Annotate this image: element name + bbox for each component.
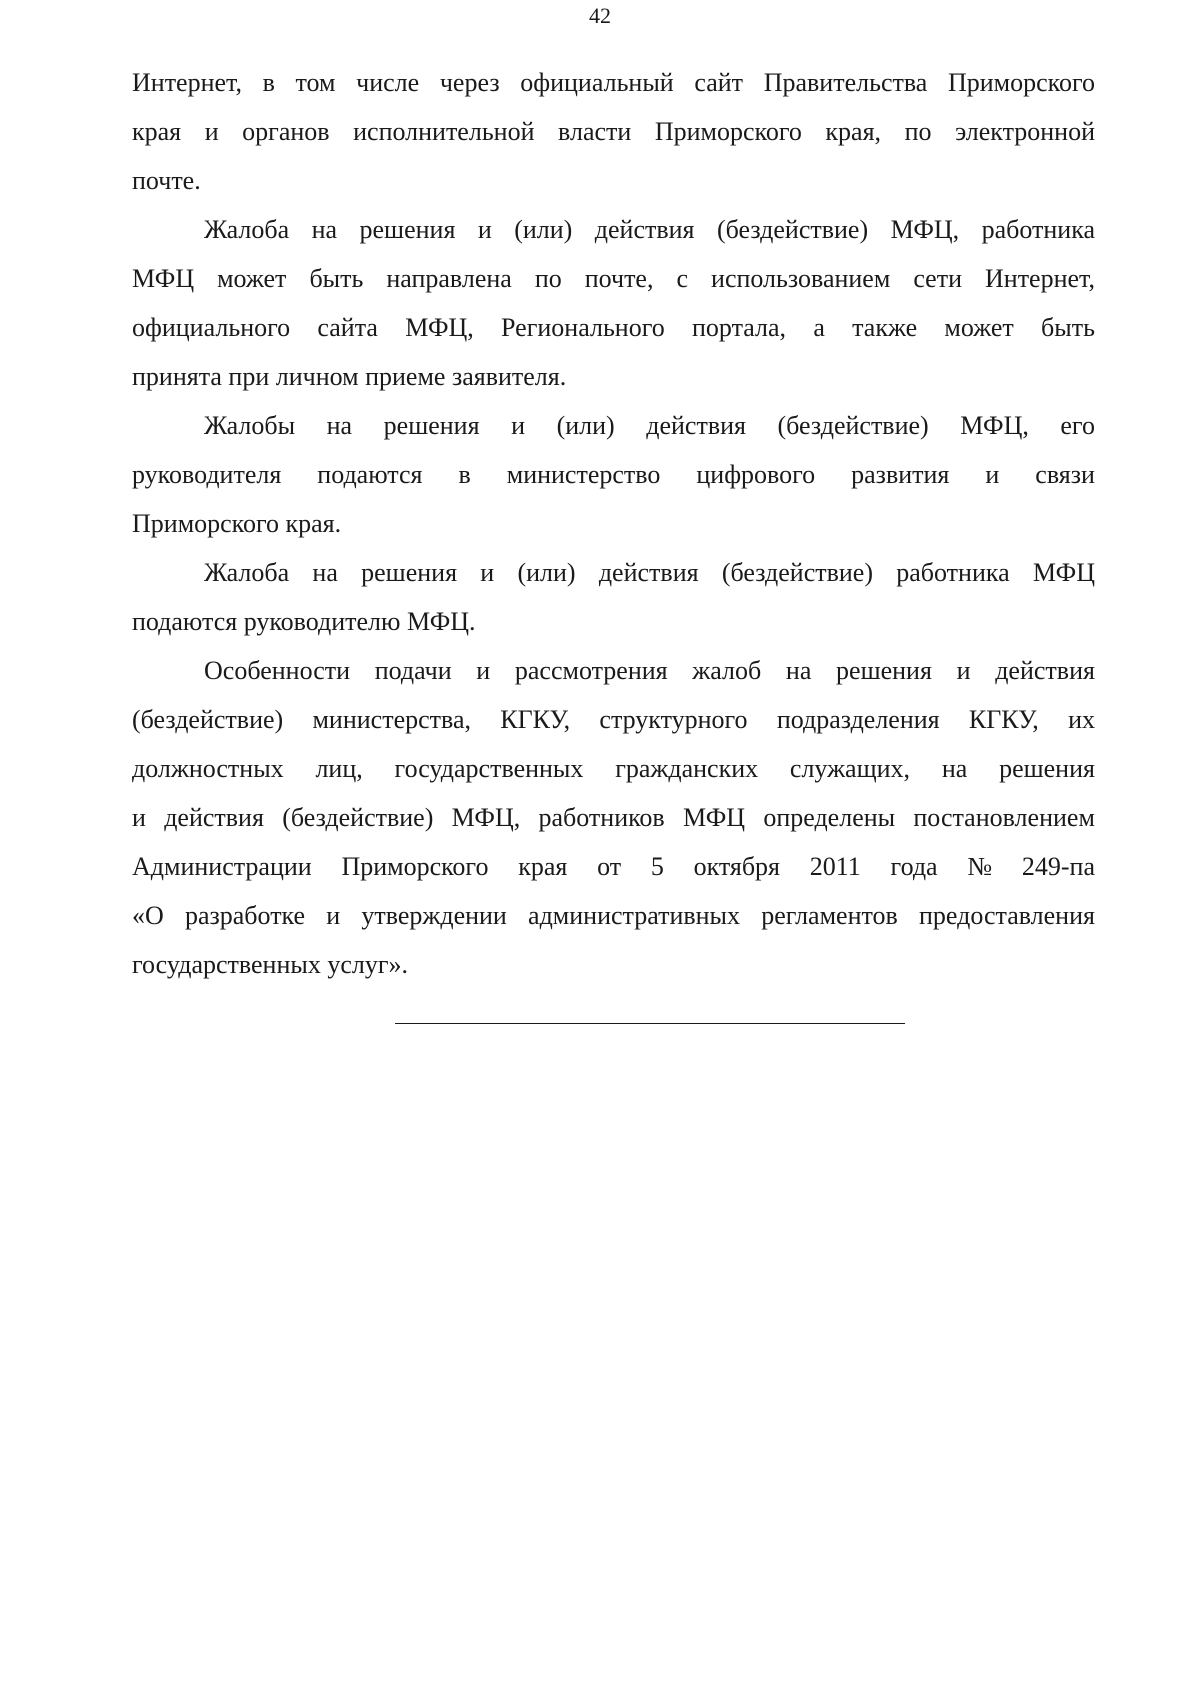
page-number: 42 bbox=[589, 3, 611, 28]
text-line: Администрации Приморского края от 5 октября 2011 года № 249-па bbox=[132, 852, 1095, 881]
document-body bbox=[132, 58, 1095, 989]
text-line: официального сайта МФЦ, Регионального портала, а также может быть bbox=[132, 313, 1095, 342]
text-line: Жалобы на решения и (или) действия (бездействие) МФЦ, его bbox=[204, 411, 1095, 440]
text-line: принята при личном приеме заявителя. bbox=[132, 362, 567, 391]
text-line: края и органов исполнительной власти Приморского края, по электронной bbox=[132, 117, 1095, 146]
text-line: Особенности подачи и рассмотрения жалоб на решения и действия bbox=[204, 656, 1095, 685]
paragraph-complaint-features bbox=[132, 646, 1095, 989]
text-line: подаются руководителю МФЦ. bbox=[132, 607, 476, 636]
text-line: почте. bbox=[132, 166, 201, 195]
text-line: и действия (бездействие) МФЦ, работников МФЦ определены постановлением bbox=[132, 803, 1095, 832]
text-line: Приморского края. bbox=[132, 509, 342, 538]
paragraph-complaints-mfc-head bbox=[132, 401, 1095, 548]
text-line: Жалоба на решения и (или) действия (бездействие) МФЦ, работника bbox=[204, 215, 1095, 244]
end-separator-line bbox=[395, 1023, 905, 1024]
text-line: государственных услуг». bbox=[132, 950, 409, 979]
paragraph-continuation bbox=[132, 58, 1095, 205]
text-line: МФЦ может быть направлена по почте, с использованием сети Интернет, bbox=[132, 264, 1095, 293]
paragraph-complaint-to-mfc-head bbox=[132, 548, 1095, 646]
text-line: должностных лиц, государственных гражданских служащих, на решения bbox=[132, 754, 1095, 783]
text-line: «О разработке и утверждении административных регламентов предоставления bbox=[132, 901, 1095, 930]
text-line: Жалоба на решения и (или) действия (бездействие) работника МФЦ bbox=[204, 558, 1095, 587]
text-line: руководителя подаются в министерство цифрового развития и связи bbox=[132, 460, 1095, 489]
text-line: (бездействие) министерства, КГКУ, структурного подразделения КГКУ, их bbox=[132, 705, 1095, 734]
paragraph-complaint-mfc-employee bbox=[132, 205, 1095, 401]
text-line: Интернет, в том числе через официальный сайт Правительства Приморского bbox=[132, 68, 1095, 97]
